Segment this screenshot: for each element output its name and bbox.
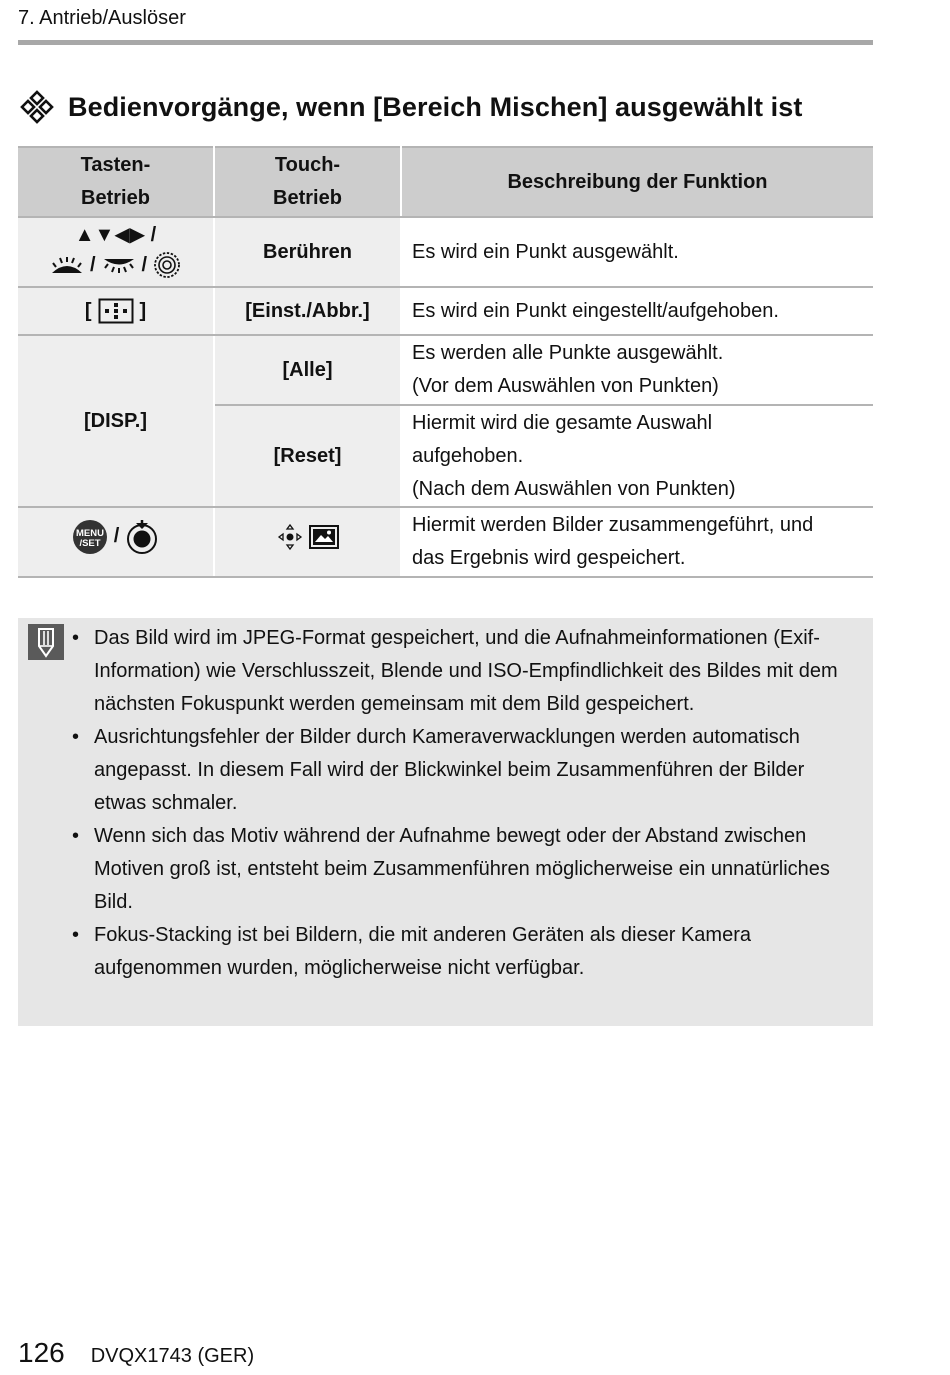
list-item: • Ausrichtungsfehler der Bilder durch Kameraverwacklungen werden automatisch angepasst. In diesem Fall wird der Blickwinkel beim Zusammenführen der Bilder etwas schmaler. [72,721,862,820]
diamond-cluster-icon [20,90,54,124]
row-set-buttons [18,287,214,335]
document-code: DVQX1743 (GER) [90,1345,255,1367]
row-set-description: Es wird ein Punkt eingestellt/aufgehoben. [401,287,873,335]
svg-text:MENU: MENU [75,527,104,539]
list-item: • Wenn sich das Motiv während der Aufnahme bewegt oder der Abstand zwischen Motiven groß ist, entsteht beim Zusammenführen möglicherweise ein unnatürliches Bild. [72,820,862,919]
bullet: • [72,825,80,847]
menu-set-button-icon [72,519,108,555]
list-item: • Fokus-Stacking ist bei Bildern, die mit anderen Geräten als dieser Kamera aufgenommen wurden, möglicherweise nicht verfügbar. [72,919,862,985]
header-description: Beschreibung der Funktion [401,147,873,217]
bullet: • [72,924,80,946]
svg-text:/SET: /SET [79,537,101,549]
memo-pencil-icon [28,624,64,660]
notes-list [72,622,862,985]
notes-box [18,618,873,1026]
row-merge-description: Hiermit werden Bilder zusammengeführt, und das Ergebnis wird gespeichert. [401,507,873,577]
joystick-press-icon [125,519,159,555]
table-row [18,507,873,577]
front-dial-icon [50,256,84,274]
row-reset-description: Hiermit wird die gesamte Auswahl aufgehoben. (Nach dem Auswählen von Punkten) [401,405,873,507]
row-select-touch: Berühren [214,217,401,287]
separator-slash: / [89,253,96,276]
row-reset-touch: [Reset] [214,405,401,507]
merge-image-icon [309,525,339,549]
section-title: Bedienvorgänge, wenn [Bereich Mischen] ausgewählt ist [68,91,803,122]
list-item: • Das Bild wird im JPEG-Format gespeichert, und die Aufnahmeinformationen (Exif-Information) wie Verschlusszeit, Blende und ISO-Empfindlichkeit des Bildes mit dem nächsten Fokuspunkt werden gemeinsam mit dem Bild gespeichert. [72,622,862,721]
row-set-touch: [Einst./Abbr.] [214,287,401,335]
bullet: • [72,726,80,748]
row-disp-button: [DISP.] [18,335,214,507]
row-all-description: Es werden alle Punkte ausgewählt. (Vor dem Auswählen von Punkten) [401,335,873,405]
focus-area-button-icon [98,298,134,324]
rear-dial-icon [102,256,136,274]
row-select-description: Es wird ein Punkt ausgewählt. [401,217,873,287]
control-dial-icon [153,251,181,279]
page-number: 126 [18,1337,65,1368]
row-select-buttons [18,217,214,287]
bullet: • [72,627,80,649]
header-rule [18,40,873,45]
row-merge-buttons [18,507,214,577]
row-all-touch: [Alle] [214,335,401,405]
chapter-title: 7. Antrieb/Auslöser [18,7,186,29]
row-merge-touch [214,507,401,577]
section-heading [20,90,802,124]
bracket-close: ] [139,299,147,322]
separator-slash: / [141,253,148,276]
page-footer [18,1337,254,1369]
table-row [18,335,873,405]
header-touch-operation: Touch- Betrieb [214,147,401,217]
table-header-row [18,147,873,217]
touch-move-icon [277,523,303,551]
table-row [18,217,873,287]
table-row [18,287,873,335]
cursor-buttons-label: ▲▼◀▶ / [74,223,157,246]
separator-slash: / [113,525,120,547]
bracket-open: [ [84,299,92,322]
operations-table [18,146,873,578]
header-button-operation: Tasten- Betrieb [18,147,214,217]
